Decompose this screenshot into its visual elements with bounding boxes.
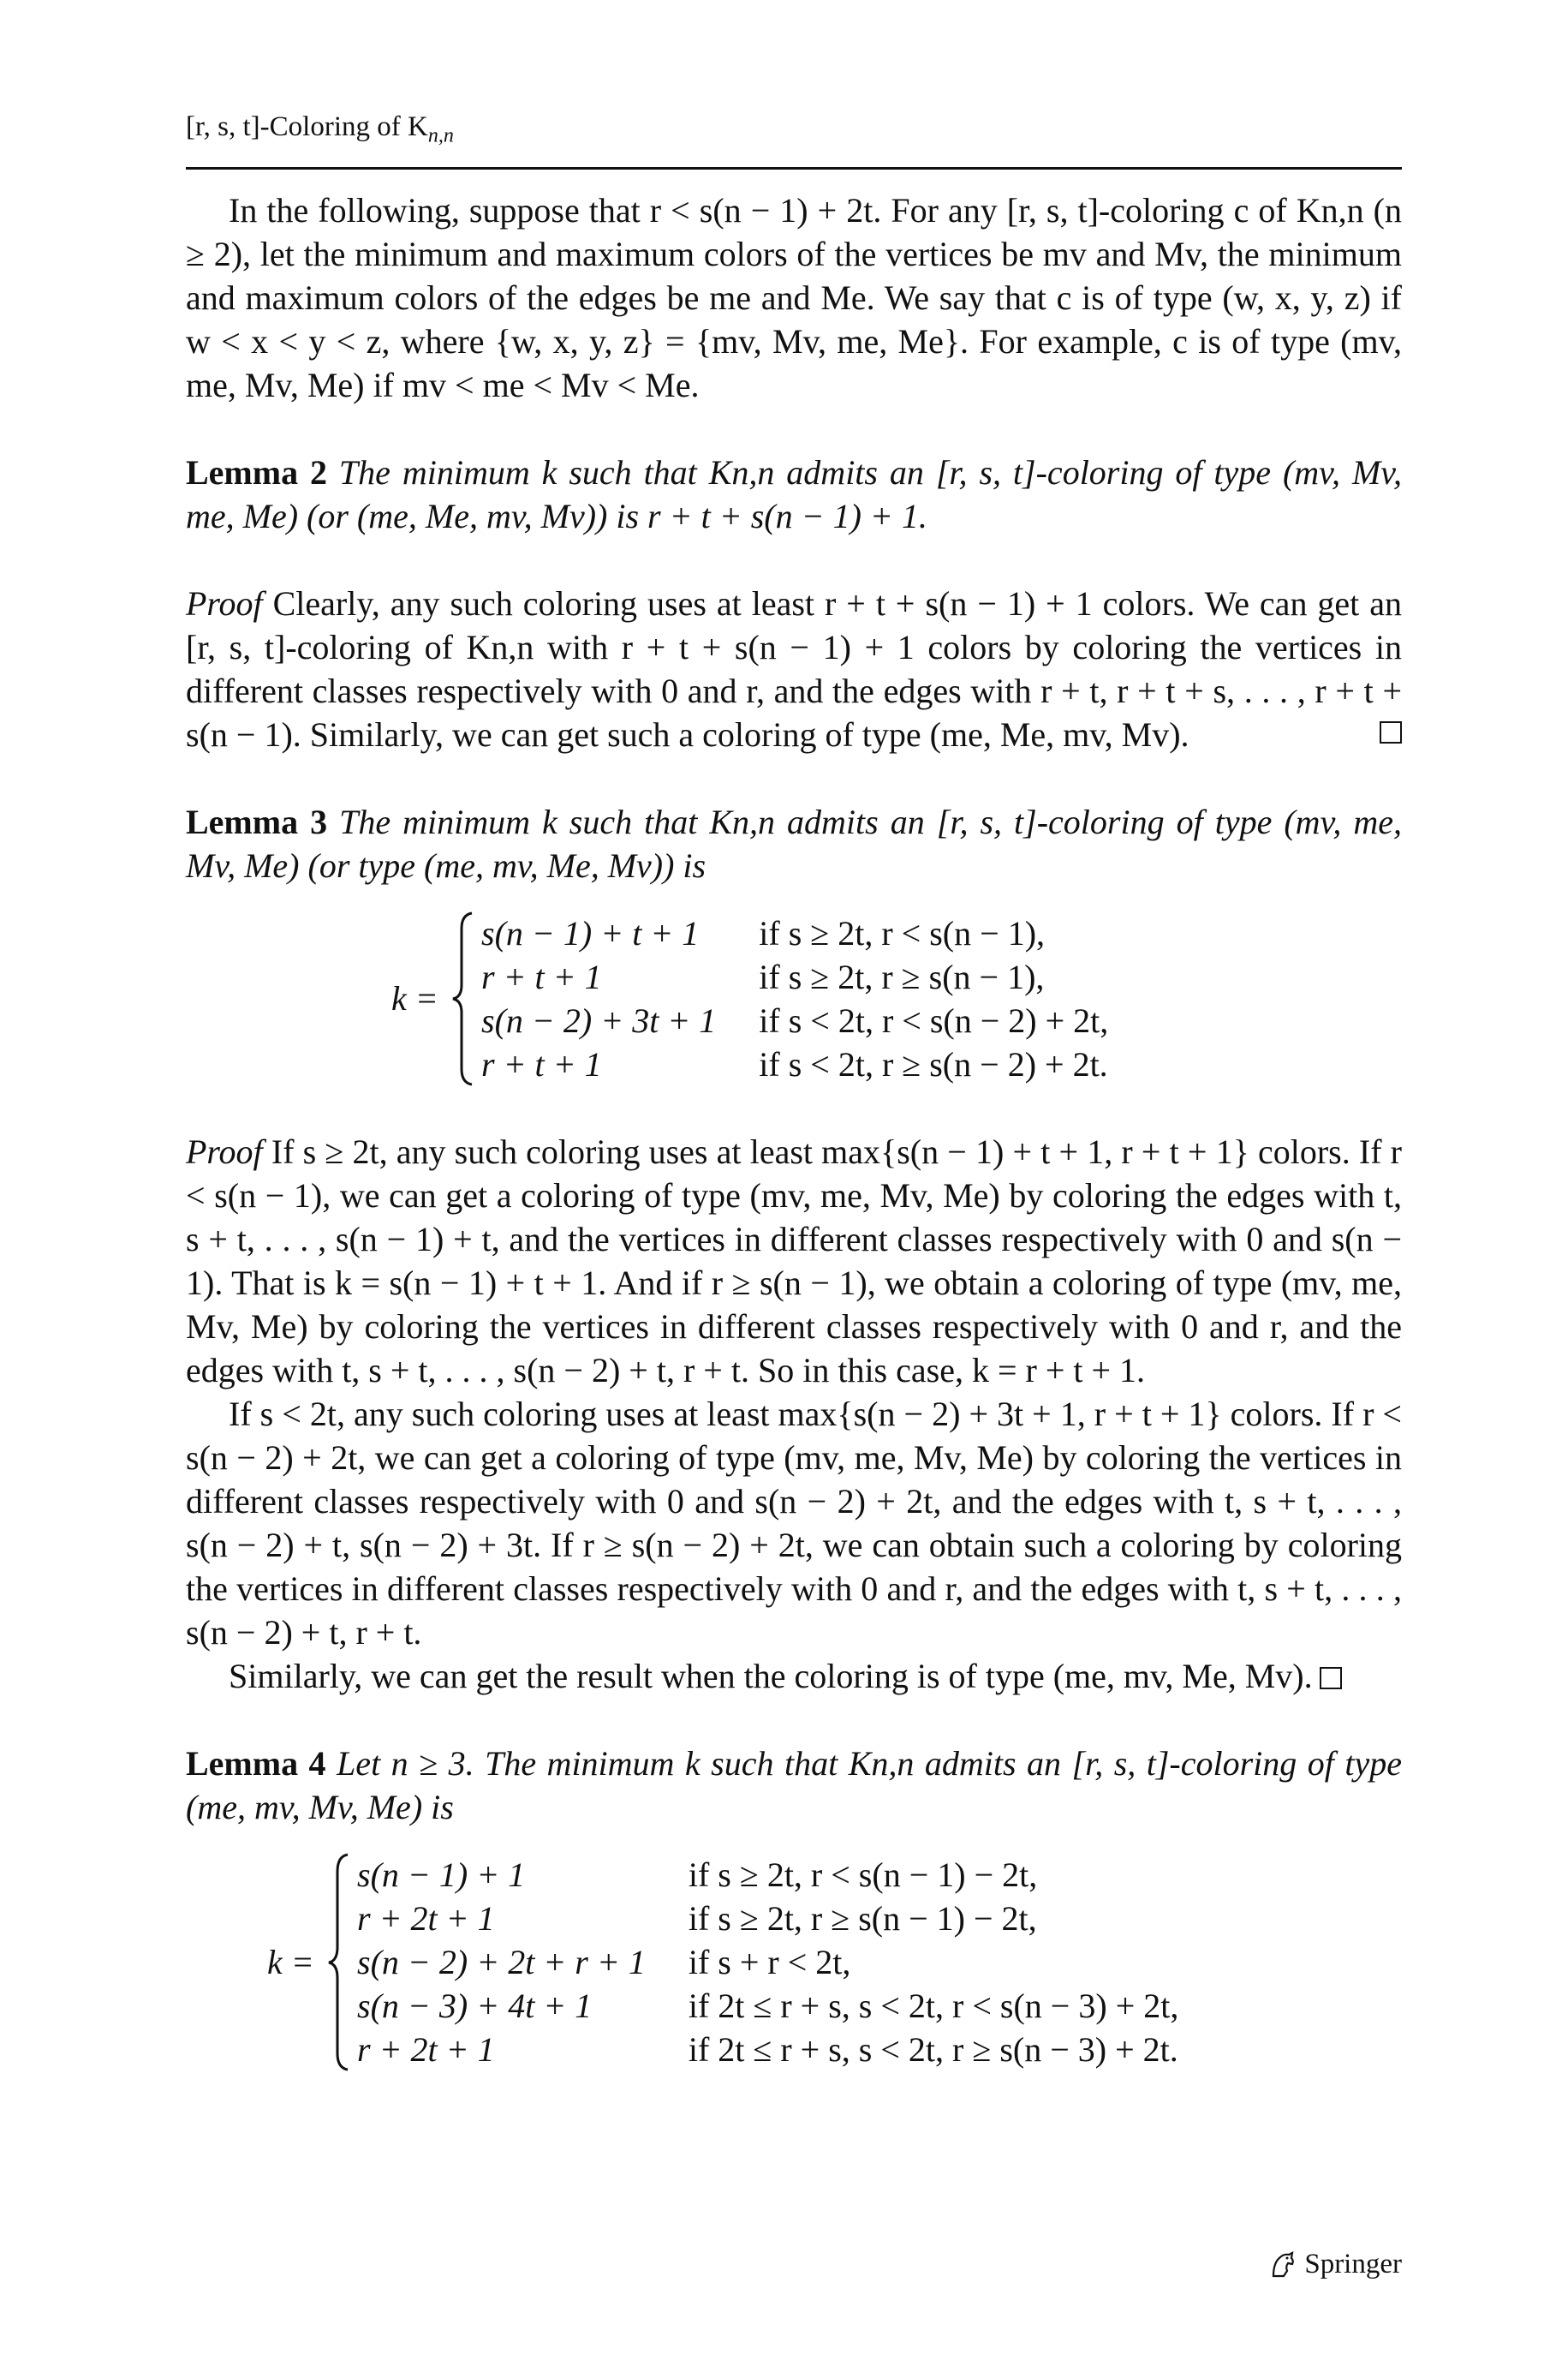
case-condition: if s + r < 2t, [688, 1942, 851, 1981]
k-equals-label: k = [267, 1942, 314, 1981]
case-expression: s(n − 2) + 3t + 1 [481, 1001, 717, 1040]
proof-lemma-3 [186, 1130, 1402, 1392]
lemma-2 [186, 451, 1402, 538]
case-row [481, 911, 1108, 955]
case-condition: if 2t ≤ r + s, s < 2t, r ≥ s(n − 3) + 2t. [688, 2029, 1178, 2069]
case-row [357, 1897, 1178, 1940]
footer-publisher [1268, 2249, 1402, 2280]
case-row [481, 955, 1108, 999]
case-expression: s(n − 3) + 4t + 1 [357, 1986, 593, 2025]
case-condition: if s < 2t, r ≥ s(n − 2) + 2t. [759, 1044, 1108, 1084]
case-expression: s(n − 1) + 1 [357, 1855, 526, 1894]
proof-3-p1: If s ≥ 2t, any such coloring uses at least max{s(n − 1) + t + 1, r + t + 1} colors. If r < s(n − 1), we can get a coloring of type (mv, me, Mv, Me) by coloring the edges with t, s + t, . . . , s(n − 1) + t, and the vertices in different classes respectively with 0 and s(n − 1). That is k = s(n − 1) + t + 1. And if r ≥ s(n − 1), we obtain a coloring of type (mv, me, Mv, Me) by coloring the vertices in different classes respectively with 0 and r, and the edges with t, s + t, . . . , s(n − 2) + t, r + t. So in this case, k = r + t + 1. [186, 1132, 1403, 1389]
lemma-3 [186, 800, 1402, 887]
running-title: [r, s, t]-Coloring of K [186, 111, 428, 142]
springer-horse-icon [1268, 2250, 1297, 2279]
case-row [481, 1043, 1108, 1086]
case-condition: if s ≥ 2t, r < s(n − 1), [759, 913, 1046, 953]
proof-2-label: Proof [186, 583, 263, 623]
lemma-3-case-table [481, 911, 1108, 1086]
case-condition: if s < 2t, r < s(n − 2) + 2t, [759, 1001, 1109, 1040]
lemma-3-cases [186, 911, 1402, 1086]
qed-square-icon [1380, 721, 1402, 744]
intro-paragraph: In the following, suppose that r < s(n − 1) + 2t. For any [r, s, t]-coloring c of Kn,n (n ≥ 2), let the minimum and maximum colors of the vertices be mv and Mv, the minimum and maximum colors of the edges be me and Me. We say that c is of type (w, x, y, z) if w < x < y < z, where {w, x, y, z} = {mv, Mv, me, Me}. For example, c is of type (mv, me, Mv, Me) if mv < me < Mv < Me. [186, 190, 1402, 404]
proof-3-p3: Similarly, we can get the result when the coloring is of type (me, mv, Me, Mv). [229, 1656, 1313, 1695]
lemma-4 [186, 1742, 1402, 1829]
proof-lemma-2 [186, 582, 1402, 756]
proof-3-label: Proof [186, 1132, 263, 1171]
header-rule [186, 167, 1402, 170]
case-condition: if 2t ≤ r + s, s < 2t, r < s(n − 3) + 2t, [688, 1986, 1179, 2025]
lemma-4-statement: Let n ≥ 3. The minimum k such that Kn,n admits an [r, s, t]-coloring of type (me, mv, Mv, Me) is [186, 1743, 1403, 1826]
case-row [481, 999, 1108, 1043]
lemma-4-case-table [357, 1853, 1178, 2071]
left-brace-icon [450, 911, 475, 1086]
case-expression: s(n − 1) + t + 1 [481, 913, 700, 953]
lemma-4-label: Lemma 4 [186, 1743, 326, 1783]
lemma-3-statement: The minimum k such that Kn,n admits an [r, s, t]-coloring of type (mv, me, Mv, Me) (or type (me, mv, Me, Mv)) is [186, 802, 1402, 885]
case-row [357, 1853, 1178, 1897]
case-expression: r + t + 1 [481, 957, 602, 996]
case-expression: r + t + 1 [481, 1044, 602, 1084]
k-equals-label: k = [391, 979, 438, 1019]
case-row [357, 1940, 1178, 1984]
case-expression: r + 2t + 1 [357, 2029, 495, 2069]
running-title-subscript: n,n [427, 124, 454, 147]
lemma-2-label: Lemma 2 [186, 452, 327, 492]
publisher-name: Springer [1304, 2249, 1402, 2279]
case-expression: r + 2t + 1 [357, 1898, 495, 1938]
lemma-2-statement: The minimum k such that Kn,n admits an [r, s, t]-coloring of type (mv, Mv, me, Me) (or (me, Me, mv, Mv)) is r + t + s(n − 1) + 1. [186, 452, 1402, 535]
proof-3-paragraph-3 [186, 1654, 1402, 1698]
proof-2-text: Clearly, any such coloring uses at least r + t + s(n − 1) + 1 colors. We can get an [r, s, t]-coloring of Kn,n with r + t + s(n − 1) + 1 colors by coloring the vertices in different classes respectively with 0 and r, and the edges with r + t, r + t + s, . . . , r + t + s(n − 1). Similarly, we can get such a coloring of type (me, Me, mv, Mv). [186, 583, 1403, 754]
case-expression: s(n − 2) + 2t + r + 1 [357, 1942, 646, 1981]
case-row [357, 2028, 1178, 2071]
running-header [186, 110, 1402, 153]
page-body [186, 110, 1402, 2095]
case-condition: if s ≥ 2t, r ≥ s(n − 1), [759, 957, 1045, 996]
proof-3-paragraph-2: If s < 2t, any such coloring uses at least max{s(n − 2) + 3t + 1, r + t + 1} colors. If r < s(n − 2) + 2t, we can get a coloring of type (mv, me, Mv, Me) by coloring the vertices in different classes respectively with 0 and s(n − 2) + 2t, and the edges with t, s + t, . . . , s(n − 2) + t, s(n − 2) + 3t. If r ≥ s(n − 2) + 2t, we can obtain such a coloring by coloring the vertices in different classes respectively with 0 and r, and the edges with t, s + t, . . . , s(n − 2) + t, r + t. [186, 1394, 1402, 1652]
lemma-3-label: Lemma 3 [186, 802, 328, 841]
case-condition: if s ≥ 2t, r ≥ s(n − 1) − 2t, [688, 1898, 1037, 1938]
qed-square-icon [1320, 1667, 1342, 1689]
left-brace-icon [325, 1853, 351, 2071]
case-condition: if s ≥ 2t, r < s(n − 1) − 2t, [688, 1855, 1038, 1894]
case-row [357, 1984, 1178, 2028]
lemma-4-cases [186, 1853, 1402, 2071]
